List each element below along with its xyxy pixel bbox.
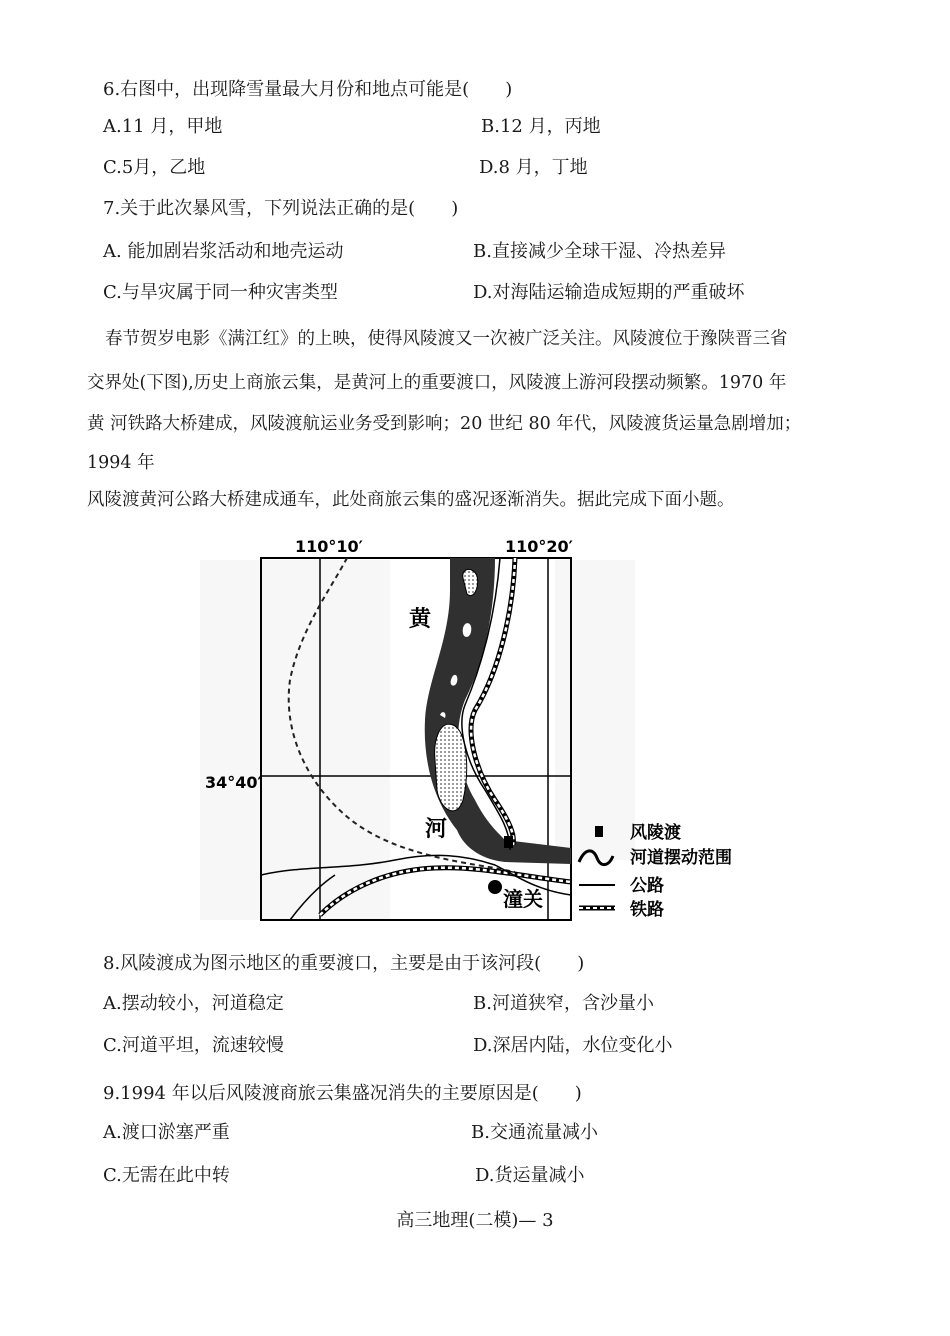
q6-option-c: C.5月，乙地 [103, 157, 206, 178]
q9-option-d: D.货运量减小 [475, 1165, 585, 1186]
q8-option-b: B.河道狭窄，含沙量小 [473, 993, 654, 1014]
q6-stem: 6.右图中，出现降雪量最大月份和地点可能是( ) [103, 79, 513, 100]
q8-option-a: A.摆动较小，河道稳定 [103, 993, 284, 1014]
town-label-tongguan: 潼关 [503, 887, 543, 911]
fenglingdu-map [195, 530, 755, 930]
legend-road-label: 公路 [630, 876, 664, 896]
q9-option-b: B.交通流量减小 [471, 1122, 598, 1143]
q9-option-c: C.无需在此中转 [103, 1165, 230, 1186]
q8-option-c: C.河道平坦，流速较慢 [103, 1035, 284, 1056]
q6-option-d: D.8 月，丁地 [479, 157, 588, 178]
fenglingdu-ferry-marker [504, 836, 513, 848]
passage-line-4: 1994 年 [87, 453, 155, 473]
sandbar [435, 724, 467, 811]
legend-rail-label: 铁路 [630, 900, 664, 920]
legend-ferry-icon [595, 826, 603, 837]
lon-label-110-10: 110°10′ [295, 537, 363, 556]
passage-line-1: 春节贺岁电影《满江红》的上映，使得风陵渡又一次被广泛关注。风陵渡位于豫陕晋三省 [105, 329, 788, 349]
q7-option-c: C.与旱灾属于同一种灾害类型 [103, 282, 338, 303]
legend-ferry-label: 风陵渡 [630, 823, 681, 843]
passage-line-2: 交界处(下图),历史上商旅云集，是黄河上的重要渡口，风陵渡上游河段摆动频繁。1970 年 [87, 373, 787, 393]
q9-stem: 9.1994 年以后风陵渡商旅云集盛况消失的主要原因是( ) [103, 1083, 582, 1104]
q9-option-a: A.渡口淤塞严重 [103, 1122, 230, 1143]
river-label-he: 河 [425, 817, 448, 842]
page-footer: 高三地理(二模)— 3 [396, 1210, 554, 1231]
q8-option-d: D.深居内陆，水位变化小 [473, 1035, 673, 1056]
q7-option-d: D.对海陆运输造成短期的严重破坏 [473, 282, 745, 303]
legend-swing-label: 河道摆动范围 [630, 848, 732, 868]
q7-option-b: B.直接减少全球干湿、冷热差异 [473, 241, 726, 262]
q7-stem: 7.关于此次暴风雪，下列说法正确的是( ) [103, 198, 459, 219]
passage-line-5: 风陵渡黄河公路大桥建成通车，此处商旅云集的盛况逐渐消失。据此完成下面小题。 [87, 490, 735, 510]
lon-label-110-20: 110°20′ [505, 537, 573, 556]
q6-option-b: B.12 月，丙地 [481, 116, 601, 137]
q8-stem: 8.风陵渡成为图示地区的重要渡口，主要是由于该河段( ) [103, 953, 585, 974]
passage-line-3: 黄 河铁路大桥建成，风陵渡航运业务受到影响；20 世纪 80 年代，风陵渡货运量急剧增加； [87, 414, 802, 434]
lat-label-34-40: 34°40′ [205, 773, 262, 792]
river-label-huang: 黄 [409, 607, 432, 632]
q7-option-a: A. 能加剧岩浆活动和地壳运动 [103, 241, 344, 262]
tongguan-city-marker [488, 880, 502, 894]
q6-option-a: A.11 月，甲地 [103, 116, 223, 137]
